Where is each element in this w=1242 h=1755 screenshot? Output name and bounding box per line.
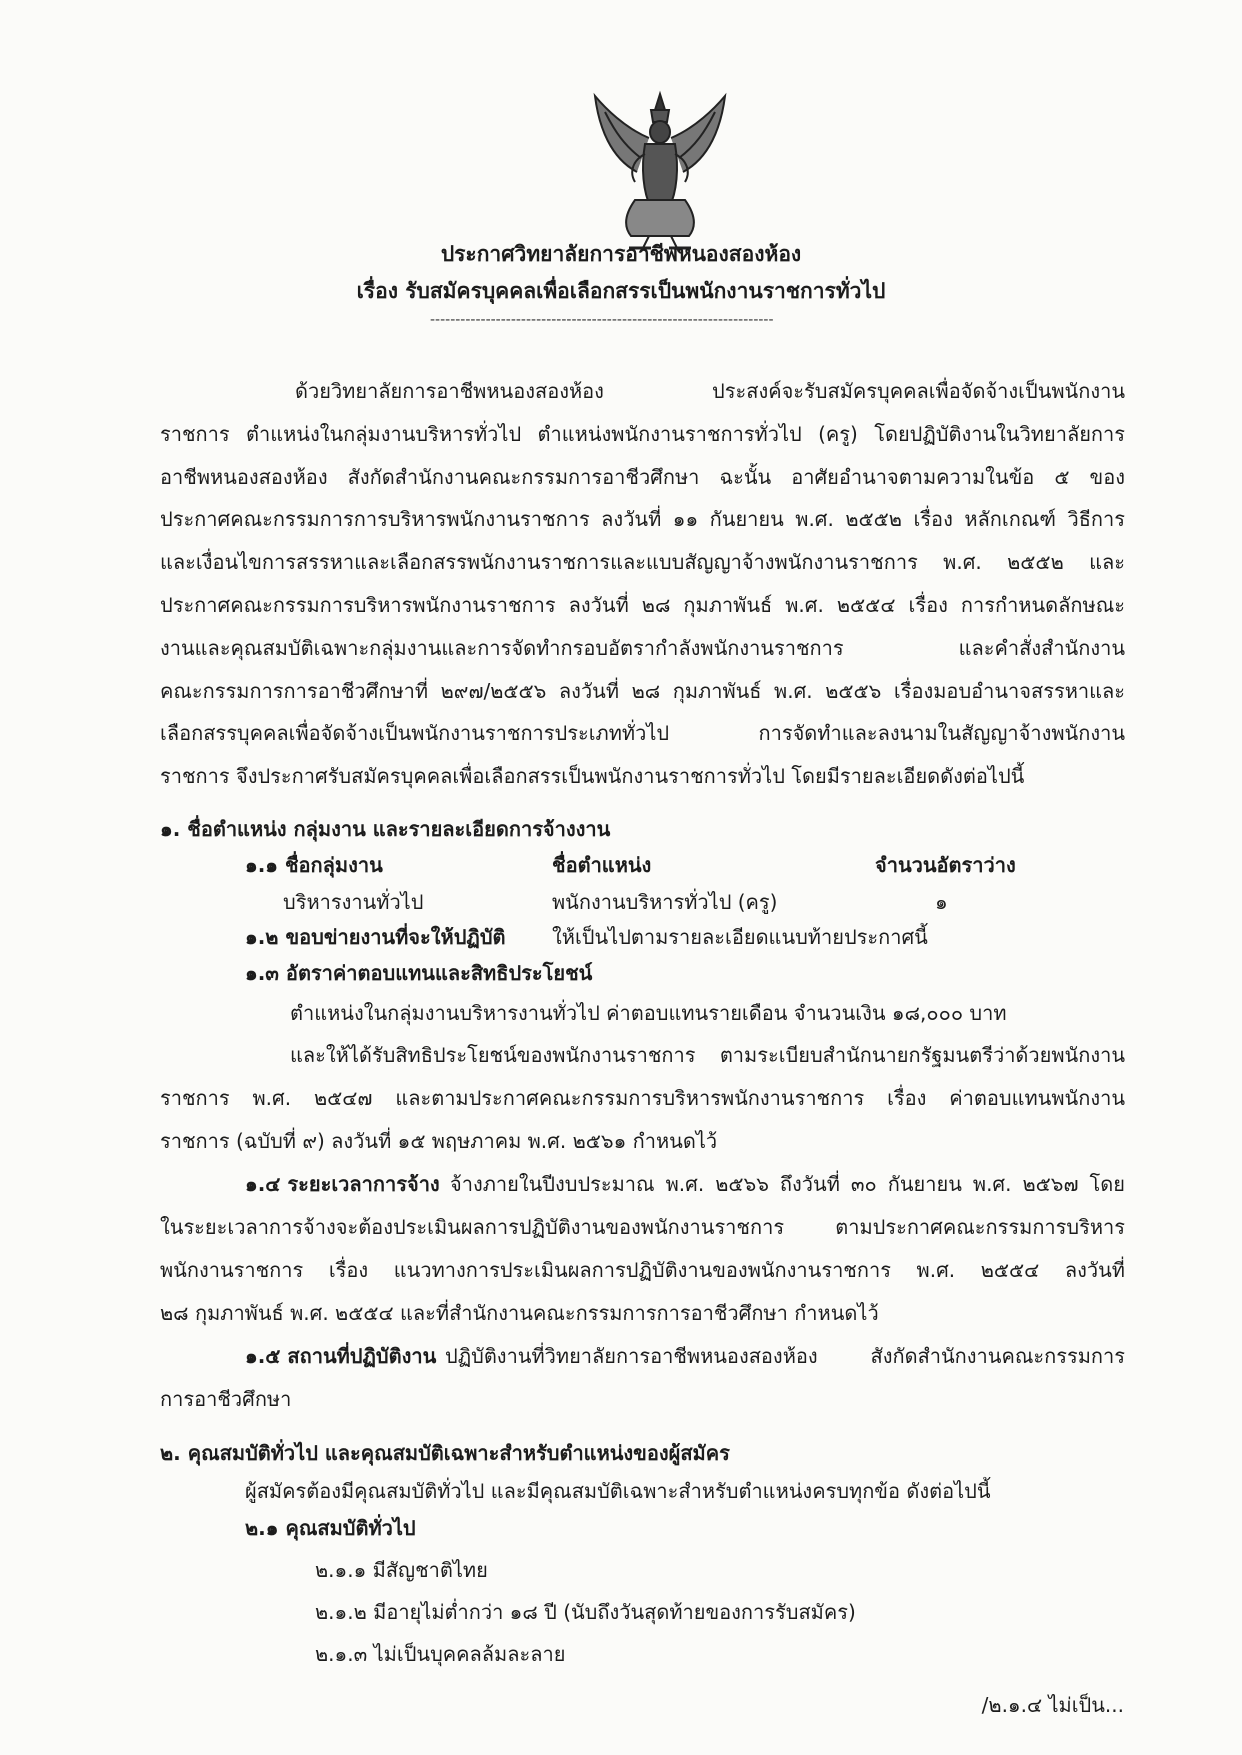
announcement-title: ประกาศวิทยาลัยการอาชีพหนองสองห้อง: [440, 242, 802, 266]
intro-line: งานและคุณสมบัติเฉพาะกลุ่มงานและการจัดทำกรอบอัตรากำลังพนักงานราชการ และคำสั่งสำนักงาน: [160, 636, 1125, 660]
intro-line: อาชีพหนองสองห้อง สังกัดสำนักงานคณะกรรมการอาชีวศึกษา ฉะนั้น อาศัยอำนาจตามความในข้อ ๕ ของ: [160, 465, 1125, 489]
continuation-marker: /๒.๑.๔ ไม่เป็น...: [981, 1693, 1124, 1717]
s13-label: ๑.๓ อัตราค่าตอบแทนและสิทธิประโยชน์: [245, 961, 593, 985]
intro-line: ประกาศคณะกรรมการบริหารพนักงานราชการ ลงวันที่ ๒๘ กุมภาพันธ์ พ.ศ. ๒๕๕๔ เรื่อง การกำหนดลักษณะ: [160, 593, 1125, 617]
s13-line: ราชการ (ฉบับที่ ๙) ลงวันที่ ๑๕ พฤษภาคม พ.ศ. ๒๕๖๑ กำหนดไว้: [160, 1129, 718, 1153]
s14-line: ๒๘ กุมภาพันธ์ พ.ศ. ๒๕๕๔ และที่สำนักงานคณะกรรมการการอาชีวศึกษา กำหนดไว้: [160, 1301, 879, 1325]
s13-line: ตำแหน่งในกลุ่มงานบริหารงานทั่วไป ค่าตอบแทนรายเดือน จำนวนเงิน ๑๘,๐๐๐ บาท: [290, 1001, 1007, 1025]
s15-second-line: การอาชีวศึกษา: [160, 1387, 292, 1411]
intro-line: ประกาศคณะกรรมการการบริหารพนักงานราชการ ลงวันที่ ๑๑ กันยายน พ.ศ. ๒๕๕๒ เรื่อง หลักเกณฑ์ วิธีการ: [160, 507, 1125, 531]
s13-line: ราชการ พ.ศ. ๒๕๔๗ และตามประกาศคณะกรรมการบริหารพนักงานราชการ เรื่อง ค่าตอบแทนพนักงาน: [160, 1086, 1125, 1110]
s14-line: ในระยะเวลาการจ้างจะต้องประเมินผลการปฏิบัติงานของพนักงานราชการ ตามประกาศคณะกรรมการบริหาร: [160, 1215, 1125, 1239]
table-cell-group: บริหารงานทั่วไป: [283, 890, 424, 914]
intro-line: ราชการ จึงประกาศรับสมัครบุคคลเพื่อเลือกสรรเป็นพนักงานราชการทั่วไป โดยมีรายละเอียดดังต่อไปนี้: [160, 764, 1025, 788]
s14-line: พนักงานราชการ เรื่อง แนวทางการประเมินผลการปฏิบัติงานของพนักงานราชการ พ.ศ. ๒๕๕๔ ลงวันที่: [160, 1258, 1125, 1282]
s12-text: ให้เป็นไปตามรายละเอียดแนบท้ายประกาศนี้: [552, 925, 928, 949]
announcement-subject: เรื่อง รับสมัครบุคคลเพื่อเลือกสรรเป็นพนักงานราชการทั่วไป: [356, 279, 886, 303]
section2-heading: ๒. คุณสมบัติทั่วไป และคุณสมบัติเฉพาะสำหรับตำแหน่งของผู้สมัคร: [160, 1441, 730, 1465]
s21-item: ๒.๑.๒ มีอายุไม่ต่ำกว่า ๑๘ ปี (นับถึงวันสุดท้ายของการรับสมัคร): [315, 1600, 856, 1624]
intro-line: และเงื่อนไขการสรรหาและเลือกสรรพนักงานราชการและแบบสัญญาจ้างพนักงานราชการ พ.ศ. ๒๕๕๒ และ: [160, 550, 1125, 574]
s13-line: และให้ได้รับสิทธิประโยชน์ของพนักงานราชการ ตามระเบียบสำนักนายกรัฐมนตรีว่าด้วยพนักงาน: [290, 1043, 1125, 1067]
title-divider: --------------------------------------------------------------------: [430, 312, 774, 328]
s15-first-line: ปฏิบัติงานที่วิทยาลัยการอาชีพหนองสองห้อง สังกัดสำนักงานคณะกรรมการ: [445, 1344, 1125, 1368]
s15-label: ๑.๕ สถานที่ปฏิบัติงาน: [245, 1344, 437, 1368]
s21-label: ๒.๑ คุณสมบัติทั่วไป: [245, 1516, 416, 1540]
s21-item: ๒.๑.๑ มีสัญชาติไทย: [315, 1558, 488, 1582]
s21-item: ๒.๑.๓ ไม่เป็นบุคคลล้มละลาย: [315, 1642, 566, 1666]
intro-line: ราชการ ตำแหน่งในกลุ่มงานบริหารทั่วไป ตำแหน่งพนักงานราชการทั่วไป (ครู) โดยปฏิบัติงานในวิทยาลัยการ: [160, 422, 1125, 446]
col-group-header: ๑.๑ ชื่อกลุ่มงาน: [245, 853, 383, 877]
intro-line: คณะกรรมการการอาชีวศึกษาที่ ๒๙๗/๒๕๕๖ ลงวันที่ ๒๘ กุมภาพันธ์ พ.ศ. ๒๕๕๖ เรื่องมอบอำนาจสรรหาและ: [160, 679, 1125, 703]
table-cell-position: พนักงานบริหารทั่วไป (ครู): [552, 890, 778, 914]
s14-label: ๑.๔ ระยะเวลาการจ้าง: [245, 1172, 440, 1196]
col-vacancy-header: จำนวนอัตราว่าง: [875, 853, 1016, 877]
section1-heading: ๑. ชื่อตำแหน่ง กลุ่มงาน และรายละเอียดการจ้างงาน: [160, 817, 611, 841]
intro-line: เลือกสรรบุคคลเพื่อจัดจ้างเป็นพนักงานราชการประเภททั่วไป การจัดทำและลงนามในสัญญาจ้างพนักงาน: [160, 721, 1125, 745]
s14-first-line: จ้างภายในปีงบประมาณ พ.ศ. ๒๕๖๖ ถึงวันที่ ๓๐ กันยายน พ.ศ. ๒๕๖๗ โดย: [450, 1172, 1125, 1196]
section2-intro: ผู้สมัครต้องมีคุณสมบัติทั่วไป และมีคุณสมบัติเฉพาะสำหรับตำแหน่งครบทุกข้อ ดังต่อไปนี้: [245, 1479, 991, 1503]
intro-line: ด้วยวิทยาลัยการอาชีพหนองสองห้อง ประสงค์จะรับสมัครบุคคลเพื่อจัดจ้างเป็นพนักงาน: [295, 379, 1125, 403]
garuda-emblem-icon: [585, 88, 735, 258]
s12-label: ๑.๒ ขอบข่ายงานที่จะให้ปฏิบัติ: [245, 925, 506, 949]
col-position-header: ชื่อตำแหน่ง: [552, 853, 652, 877]
table-cell-vacancies: ๑: [935, 890, 948, 914]
